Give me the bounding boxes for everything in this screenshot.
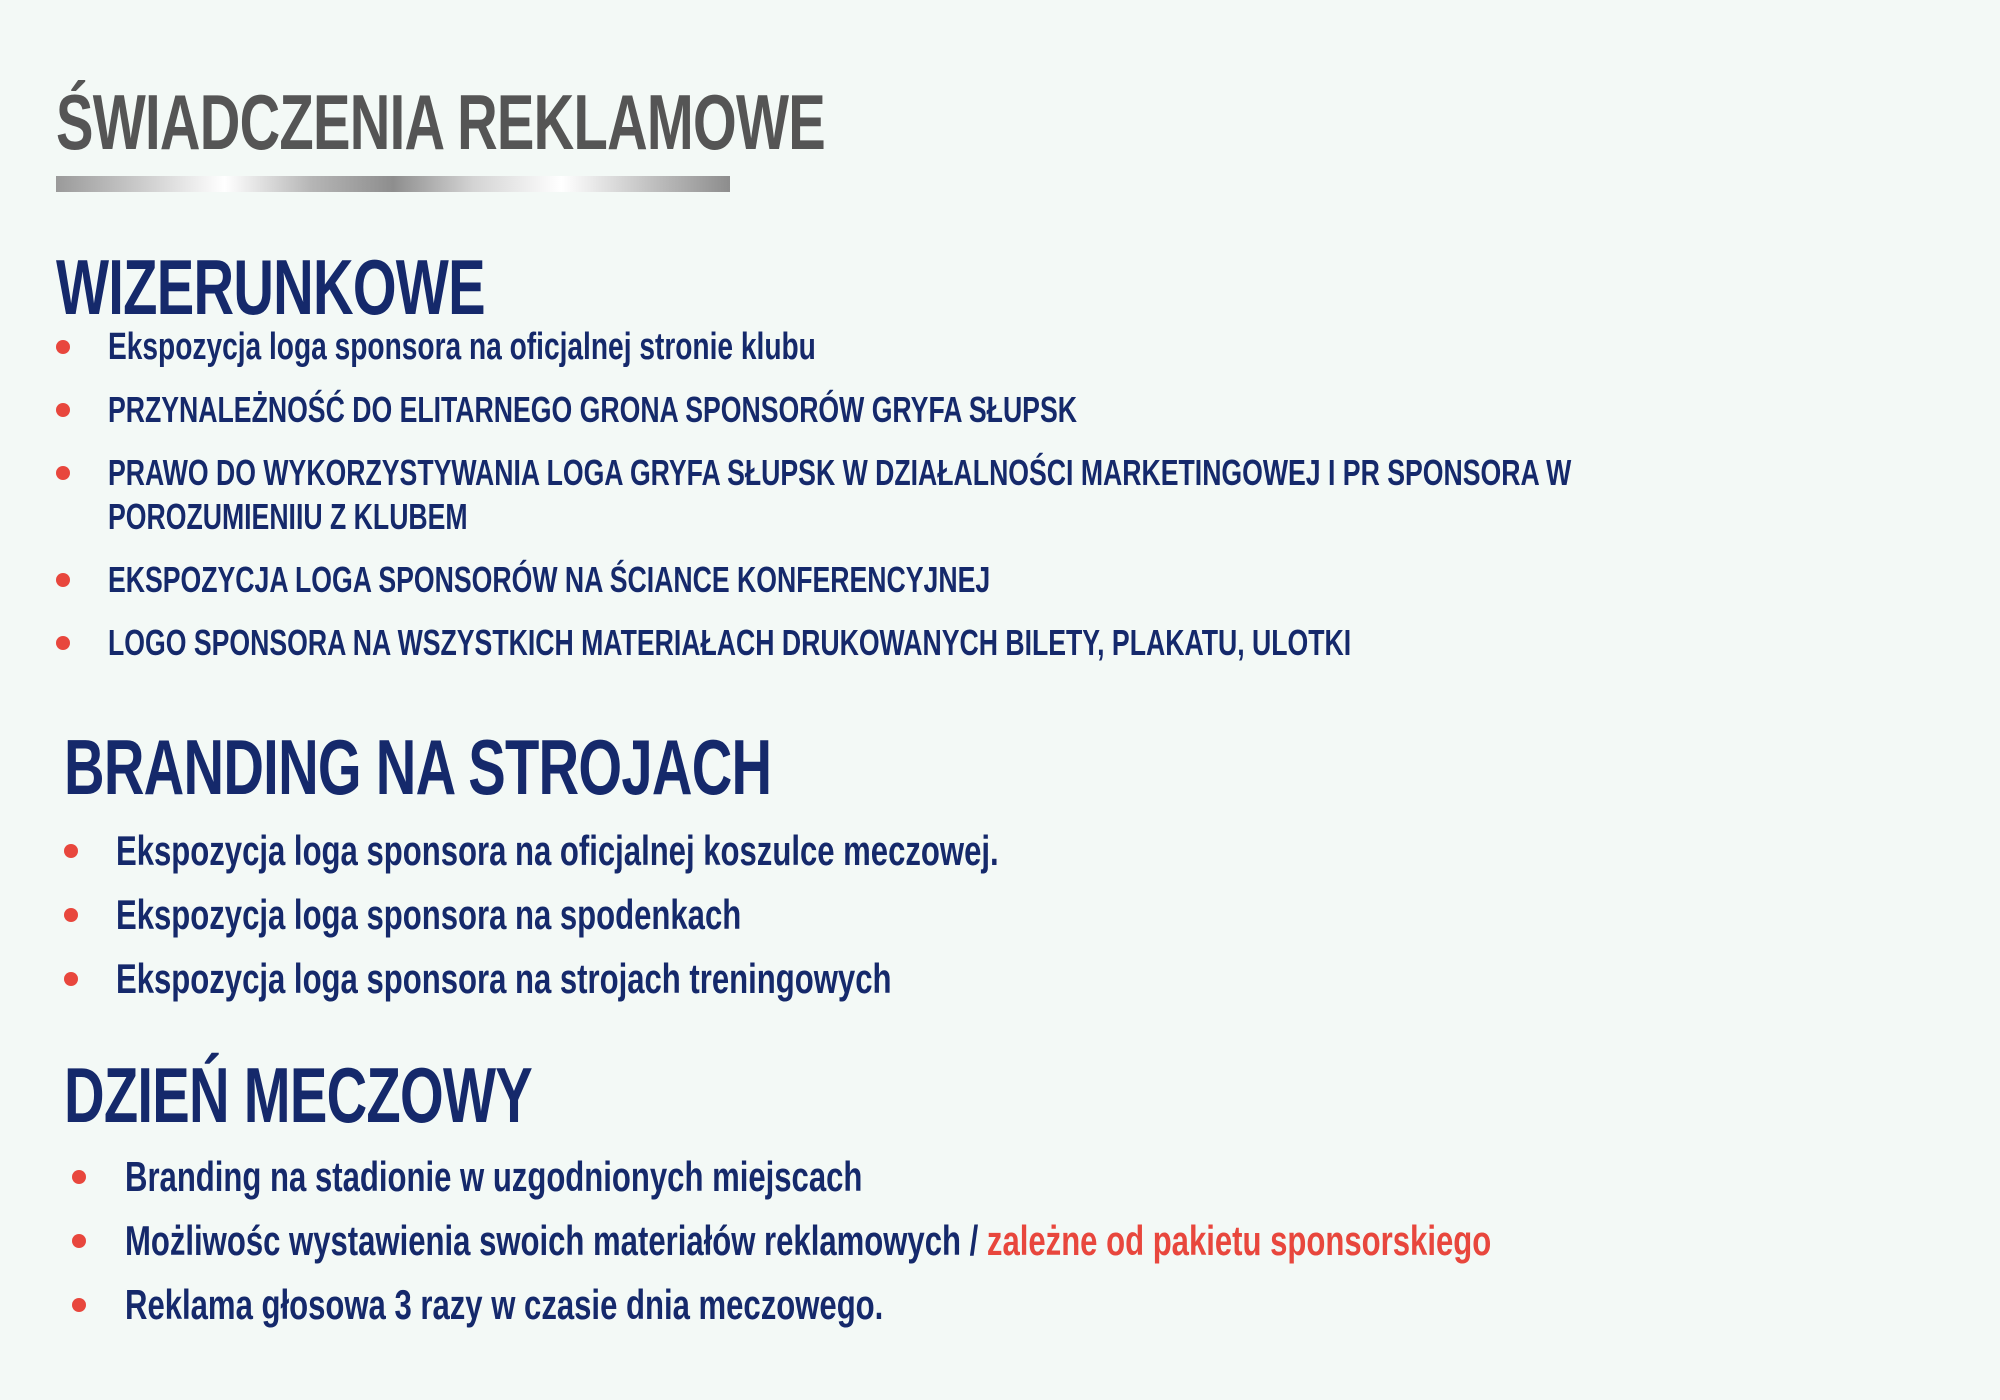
section-title-branding: BRANDING NA STROJACH (64, 723, 772, 811)
bullet-dot-icon (72, 1170, 86, 1184)
list-item-text-accent: zależne od pakietu sponsorskiego (986, 1217, 1492, 1264)
page-title: ŚWIADCZENIA REKLAMOWE (56, 78, 825, 166)
list-item-text (125, 1216, 1491, 1266)
list-item-text: LOGO SPONSORA NA WSZYSTKICH MATERIAŁACH DRUKOWANYCH BILETY, PLAKATU, ULOTKI (108, 622, 1352, 663)
section-title-wizerunkowe: WIZERUNKOWE (56, 243, 485, 331)
bullet-dot-icon (72, 1298, 86, 1312)
bullet-dot-icon (56, 340, 70, 354)
list-item-text: Ekspozycja loga sponsora na strojach treningowych (116, 955, 892, 1002)
bullet-dot-icon (64, 908, 78, 922)
bullet-dot-icon (56, 573, 70, 587)
section-title-dzien-meczowy: DZIEŃ MECZOWY (64, 1051, 532, 1139)
bullet-dot-icon (64, 844, 78, 858)
list-item (72, 1280, 1971, 1330)
list-item (72, 1152, 1971, 1202)
branding-list (64, 826, 1309, 1018)
list-item-text: Ekspozycja loga sponsora na oficjalnej stronie klubu (108, 326, 816, 368)
wizerunkowe-list (56, 325, 2000, 684)
list-item (56, 451, 2000, 539)
list-item (64, 954, 1309, 1004)
bullet-dot-icon (56, 403, 70, 417)
list-item-text-main: Możliwośc wystawienia swoich materiałów reklamowych / (125, 1217, 987, 1264)
list-item (72, 1216, 1971, 1266)
list-item (56, 325, 2000, 369)
list-item-text: Ekspozycja loga sponsora na oficjalnej koszulce meczowej. (116, 827, 999, 874)
bullet-dot-icon (64, 972, 78, 986)
list-item-text: EKSPOZYCJA LOGA SPONSORÓW NA ŚCIANCE KONFERENCYJNEJ (108, 559, 991, 600)
list-item (56, 621, 2000, 665)
bullet-dot-icon (72, 1234, 86, 1248)
dzien-meczowy-list (72, 1152, 1971, 1344)
list-item-text: Reklama głosowa 3 razy w czasie dnia meczowego. (125, 1281, 884, 1328)
list-item (56, 558, 2000, 602)
list-item (64, 826, 1309, 876)
list-item-text: PRZYNALEŻNOŚĆ DO ELITARNEGO GRONA SPONSORÓW GRYFA SŁUPSK (108, 389, 1077, 430)
list-item (64, 890, 1309, 940)
list-item-text: Ekspozycja loga sponsora na spodenkach (116, 891, 742, 938)
list-item-text: PRAWO DO WYKORZYSTYWANIA LOGA GRYFA SŁUPSK W DZIAŁALNOŚCI MARKETINGOWEJ I PR SPONSORA W POROZUMIENIIU Z KLUBEM (108, 452, 1572, 537)
bullet-dot-icon (56, 466, 70, 480)
list-item-text: Branding na stadionie w uzgodnionych miejscach (125, 1153, 863, 1200)
bullet-dot-icon (56, 636, 70, 650)
title-underline (56, 176, 730, 192)
list-item (56, 388, 2000, 432)
